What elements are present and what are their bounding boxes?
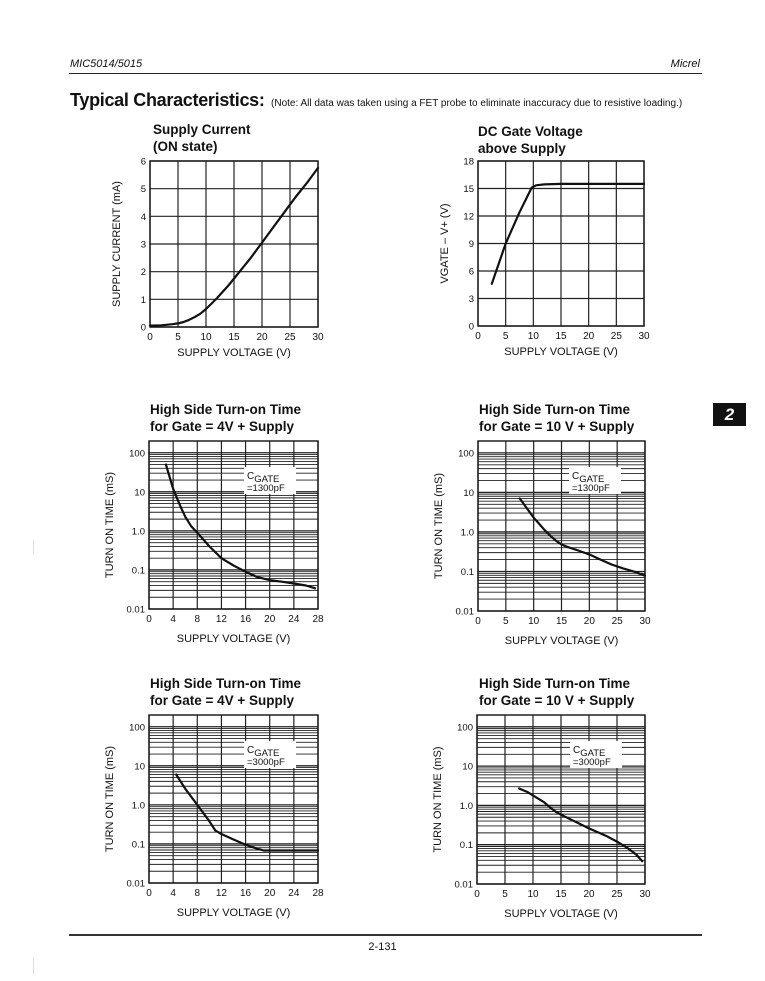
annotation-gate-subscript: GATE [254, 748, 280, 759]
x-tick-label: 10 [528, 616, 540, 627]
y-tick-label: 0 [140, 322, 146, 334]
x-tick-label: 20 [583, 889, 595, 900]
x-tick-label: 24 [288, 888, 300, 899]
y-axis-label: TURN ON TIME (mS) [432, 746, 444, 853]
y-tick-label: 1.0 [460, 527, 474, 539]
data-series-line [492, 184, 644, 284]
x-tick-label: 0 [146, 888, 152, 899]
x-tick-label: 15 [555, 616, 568, 627]
x-tick-label: 30 [639, 889, 651, 900]
x-tick-label: 8 [194, 614, 201, 625]
annotation-capacitance: =1300pF [572, 483, 610, 494]
y-tick-label: 100 [129, 722, 145, 734]
x-tick-label: 30 [638, 331, 650, 342]
y-tick-label: 12 [463, 211, 474, 223]
plot-frame [149, 715, 318, 883]
footer-rule [69, 934, 702, 936]
x-tick-label: 28 [312, 614, 324, 625]
y-tick-label: 6 [140, 156, 146, 168]
y-tick-label: 0.01 [126, 878, 145, 890]
y-tick-label: 2 [140, 267, 146, 279]
x-tick-label: 30 [312, 332, 324, 343]
y-axis-label: TURN ON TIME (mS) [104, 471, 116, 579]
chart-title-line: for Gate = 10 V + Supply [479, 419, 635, 434]
document-id: MIC5014/5015 [70, 58, 143, 70]
x-tick-label: 24 [288, 614, 300, 625]
y-tick-label: 9 [468, 239, 474, 250]
annotation-gate-subscript: GATE [580, 748, 606, 759]
y-tick-label: 0.1 [459, 840, 473, 852]
x-tick-label: 0 [475, 616, 481, 627]
y-tick-label: 1.0 [131, 800, 145, 812]
x-tick-label: 15 [555, 331, 567, 342]
chart-title-line: for Gate = 4V + Supply [150, 419, 295, 434]
y-tick-label: 10 [134, 487, 145, 499]
x-tick-label: 12 [215, 614, 227, 625]
annotation-c: C [247, 745, 255, 756]
x-tick-label: 20 [583, 331, 595, 342]
y-axis-label: TURN ON TIME (mS) [104, 745, 116, 853]
annotation-gate-subscript: GATE [579, 474, 605, 485]
y-tick-label: 100 [129, 448, 145, 460]
y-axis-label: SUPPLY CURRENT (mA) [111, 181, 123, 307]
x-axis-label: SUPPLY VOLTAGE (V) [504, 635, 619, 647]
x-tick-label: 20 [256, 332, 268, 343]
y-tick-label: 0.1 [460, 566, 474, 578]
y-tick-label: 0.1 [131, 565, 145, 577]
chart-title-line: for Gate = 4V + Supply [150, 693, 295, 708]
x-tick-label: 0 [146, 614, 152, 625]
y-tick-label: 0.1 [131, 839, 145, 851]
y-tick-label: 1.0 [459, 800, 473, 812]
annotation-c: C [572, 471, 580, 482]
x-tick-label: 10 [527, 889, 539, 900]
x-tick-label: 20 [264, 614, 276, 625]
chart-title-line: High Side Turn-on Time [479, 676, 630, 691]
x-axis-label: SUPPLY VOLTAGE (V) [504, 346, 618, 358]
x-tick-label: 25 [611, 889, 623, 900]
y-tick-label: 4 [140, 211, 146, 223]
x-axis-label: SUPPLY VOLTAGE (V) [176, 907, 291, 919]
x-tick-label: 20 [583, 616, 595, 627]
x-tick-label: 15 [228, 332, 240, 343]
y-tick-label: 5 [140, 184, 146, 196]
annotation-capacitance: =1300pF [247, 483, 285, 494]
x-tick-label: 10 [200, 332, 212, 343]
x-axis-label: SUPPLY VOLTAGE (V) [176, 633, 291, 645]
y-tick-label: 100 [458, 448, 474, 460]
y-tick-label: 1 [140, 294, 146, 306]
x-tick-label: 25 [611, 616, 623, 627]
page-number: 2-131 [368, 941, 397, 953]
x-tick-label: 5 [502, 331, 509, 342]
chart-title-line: DC Gate Voltage [478, 124, 583, 139]
y-tick-label: 100 [457, 722, 473, 734]
section-title: Typical Characteristics: [70, 90, 265, 110]
x-tick-label: 5 [175, 332, 181, 343]
x-tick-label: 15 [555, 889, 567, 900]
y-tick-label: 1.0 [131, 526, 145, 538]
annotation-c: C [573, 745, 581, 756]
x-tick-label: 4 [170, 888, 176, 899]
chart-title-line: High Side Turn-on Time [150, 402, 301, 417]
x-tick-label: 25 [610, 331, 622, 342]
x-tick-label: 0 [475, 331, 481, 342]
chart-title-line: for Gate = 10 V + Supply [479, 693, 635, 708]
y-tick-label: 0 [468, 321, 474, 333]
brand-name: Micrel [670, 58, 700, 70]
scan-artifact [33, 540, 34, 554]
y-tick-label: 0.01 [126, 604, 145, 616]
y-tick-label: 0.01 [455, 606, 474, 618]
x-tick-label: 10 [527, 331, 539, 342]
y-tick-label: 10 [462, 761, 473, 773]
chart-title-line: above Supply [478, 141, 566, 156]
x-tick-label: 12 [215, 888, 227, 899]
annotation-c: C [247, 471, 255, 482]
x-tick-label: 8 [194, 888, 201, 899]
x-tick-label: 16 [240, 888, 252, 899]
data-series-line [519, 789, 642, 862]
annotation-capacitance: =3000pF [573, 757, 611, 768]
y-tick-label: 15 [463, 184, 474, 195]
data-series-line [520, 499, 645, 576]
x-tick-label: 20 [264, 888, 276, 899]
scan-artifact [33, 958, 34, 974]
x-tick-label: 25 [284, 332, 296, 343]
x-axis-label: SUPPLY VOLTAGE (V) [177, 347, 291, 359]
y-tick-label: 0.01 [454, 879, 473, 891]
section-note: (Note: All data was taken using a FET probe to eliminate inaccuracy due to resistive loading.) [271, 98, 683, 109]
annotation-gate-subscript: GATE [254, 474, 280, 485]
x-tick-label: 16 [240, 614, 252, 625]
y-axis-label: VGATE – V+ (V) [439, 203, 451, 284]
x-tick-label: 28 [312, 888, 324, 899]
y-axis-label: TURN ON TIME (mS) [433, 472, 445, 580]
x-tick-label: 5 [503, 616, 509, 627]
y-tick-label: 10 [134, 761, 145, 773]
y-tick-label: 18 [463, 156, 474, 168]
y-tick-label: 6 [468, 266, 474, 278]
y-tick-label: 3 [468, 294, 474, 305]
annotation-capacitance: =3000pF [247, 757, 285, 768]
x-axis-label: SUPPLY VOLTAGE (V) [504, 908, 618, 920]
y-tick-label: 3 [140, 239, 146, 251]
chart-title-line: High Side Turn-on Time [150, 676, 301, 691]
y-tick-label: 10 [463, 487, 474, 499]
chart-title-line: Supply Current [153, 122, 251, 137]
x-tick-label: 30 [639, 616, 651, 627]
x-tick-label: 0 [474, 889, 480, 900]
chart-title-line: High Side Turn-on Time [479, 402, 630, 417]
x-tick-label: 5 [502, 889, 508, 900]
chapter-tab: 2 [713, 403, 746, 426]
chart-title-line: (ON state) [153, 139, 218, 154]
x-tick-label: 0 [147, 332, 153, 343]
x-tick-label: 4 [170, 614, 176, 625]
